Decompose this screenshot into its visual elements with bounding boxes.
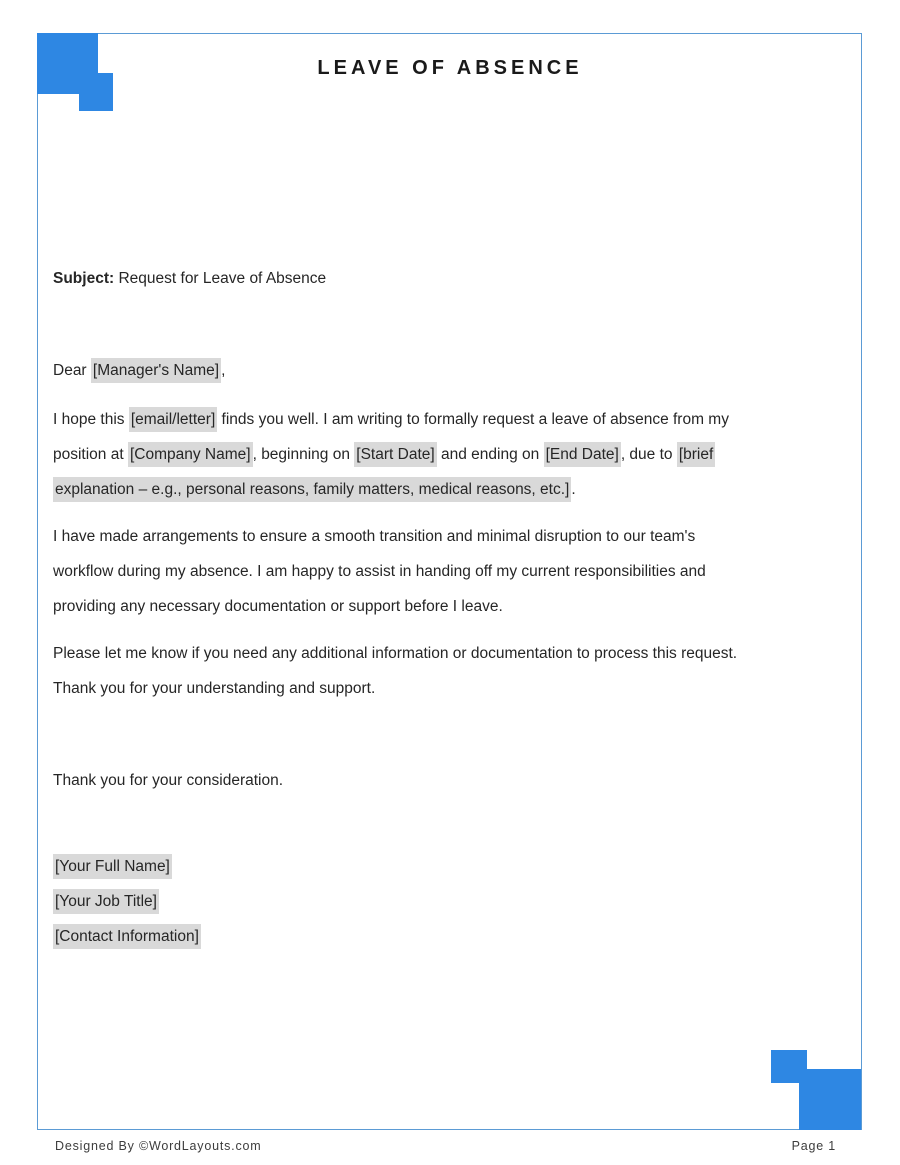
text-run: , — [221, 362, 226, 379]
text-line — [53, 437, 729, 472]
text-run: finds you well. I am writing to formally request a leave of absence from my — [217, 411, 729, 428]
placeholder-your-full-name: [Your Full Name] — [53, 854, 172, 879]
text-run: , due to — [620, 446, 677, 463]
text-line: Please let me know if you need any additional information or documentation to process this request. — [53, 645, 738, 662]
text-line — [53, 472, 729, 507]
body-paragraph-1 — [53, 402, 729, 507]
greeting-line — [53, 353, 225, 388]
text-run: , beginning on — [252, 446, 355, 463]
placeholder-brief-explanation-start: [brief — [677, 442, 715, 467]
placeholder-contact-information: [Contact Information] — [53, 924, 201, 949]
document-title: LEAVE OF ABSENCE — [317, 57, 583, 79]
text-line: workflow during my absence. I am happy to assist in handing off my current responsibilities and — [53, 563, 706, 580]
placeholder-end-date: [End Date] — [544, 442, 621, 467]
placeholder-brief-explanation-end: explanation – e.g., personal reasons, family matters, medical reasons, etc.] — [53, 477, 571, 502]
text-run: position at — [53, 446, 128, 463]
placeholder-your-job-title: [Your Job Title] — [53, 889, 159, 914]
subject-text: Request for Leave of Absence — [118, 270, 327, 287]
closing-line: Thank you for your consideration. — [53, 772, 284, 789]
text-line — [53, 402, 729, 437]
text-line: I have made arrangements to ensure a smooth transition and minimal disruption to our team's — [53, 528, 696, 545]
footer-credit: Designed By ©WordLayouts.com — [55, 1139, 262, 1153]
placeholder-manager-name: [Manager's Name] — [91, 358, 221, 383]
body-paragraph-2 — [53, 519, 706, 624]
text-line — [53, 849, 201, 884]
subject-label: Subject: — [53, 270, 115, 287]
corner-decoration-bottom-right-large-square — [799, 1069, 861, 1130]
signature-block — [53, 849, 201, 954]
text-run: . — [571, 481, 576, 498]
subject-line — [53, 261, 326, 296]
text-run: Dear — [53, 362, 91, 379]
body-paragraph-3 — [53, 636, 737, 706]
text-line: providing any necessary documentation or support before I leave. — [53, 598, 503, 615]
text-run: I hope this — [53, 411, 129, 428]
text-line — [53, 884, 201, 919]
placeholder-company-name: [Company Name] — [128, 442, 253, 467]
footer-page-number: Page 1 — [791, 1139, 836, 1153]
text-line: Thank you for your understanding and support. — [53, 680, 376, 697]
text-line — [53, 919, 201, 954]
placeholder-start-date: [Start Date] — [354, 442, 436, 467]
text-run: and ending on — [436, 446, 544, 463]
placeholder-email-letter: [email/letter] — [129, 407, 217, 432]
